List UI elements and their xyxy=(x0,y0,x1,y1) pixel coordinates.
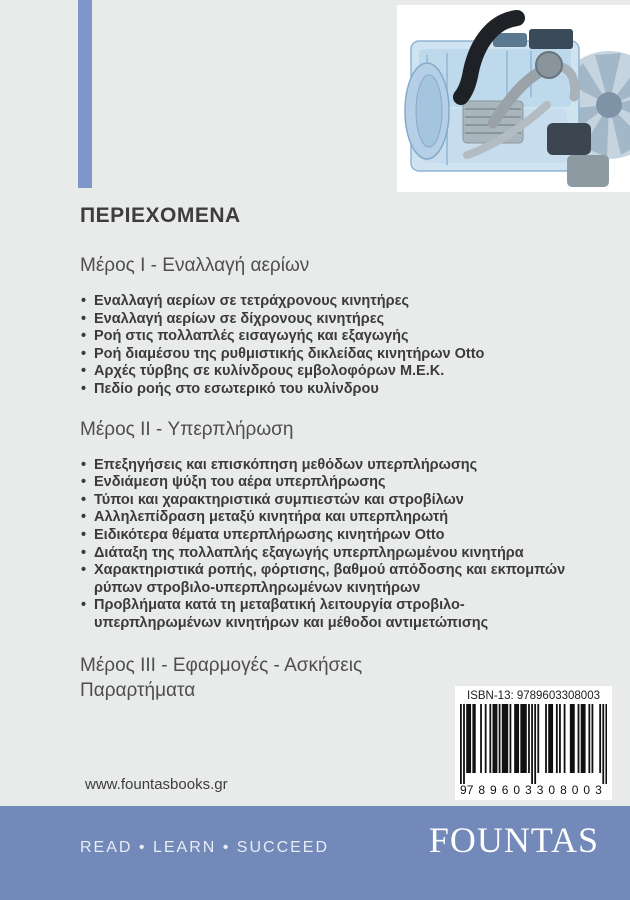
footer-bar xyxy=(0,806,630,900)
toc-item: • Πεδίο ροής στο εσωτερικό του κυλίνδρου xyxy=(81,380,379,397)
isbn-barcode-block xyxy=(455,686,612,800)
bullet-icon: • xyxy=(81,544,87,561)
toc-item: • Εναλλαγή αερίων σε τετράχρονους κινητήρες xyxy=(81,293,409,309)
bullet-icon: • xyxy=(81,456,87,473)
flywheel xyxy=(405,63,449,159)
turbocharger xyxy=(536,52,562,78)
barcode xyxy=(460,704,607,784)
isbn-label: ISBN-13: 9789603308003 xyxy=(467,690,600,702)
bullet-icon: • xyxy=(81,293,87,309)
toc-item: • Επεξηγήσεις και επισκόπηση μεθόδων υπερπλήρωσης xyxy=(81,456,478,473)
bullet-icon: • xyxy=(81,310,87,327)
toc-item: • Τύποι και χαρακτηριστικά συμπιεστών και στροβίλων xyxy=(81,491,464,508)
toc-item: • Αρχές τύρβης σε κυλίνδρους εμβολοφόρων Μ.Ε.Κ. xyxy=(81,363,445,380)
publisher-website: www.fountasbooks.gr xyxy=(85,776,228,793)
publisher-wordmark: FOUNTAS xyxy=(428,820,599,860)
toc-item: • Προβλήματα κατά τη μεταβατική λειτουργία στροβιλο-υπερπληρωμένων κινητήρων και μέθοδοι αντιμετώπισης xyxy=(81,597,489,631)
toc-item: • Χαρακτηριστικά ροπής, φόρτισης, βαθμού απόδοσης και εκπομπών ρύπων στροβιλο-υπερπληρωμένων κινητήρων xyxy=(81,562,566,596)
toc-item: • Ροή διαμέσου της ρυθμιστικής δικλείδας κινητήρων Otto xyxy=(81,345,485,362)
bullet-icon: • xyxy=(81,363,87,380)
table-of-contents xyxy=(80,204,586,703)
oil-filter xyxy=(567,155,609,187)
toc-item: • Ειδικότερα θέματα υπερπλήρωσης κινητήρων Otto xyxy=(81,526,445,543)
toc-item: • Εναλλαγή αερίων σε δίχρονους κινητήρες xyxy=(81,310,385,327)
bullet-icon: • xyxy=(81,562,87,579)
section-heading-part2: Μέρος II - Υπερπλήρωση xyxy=(80,418,294,440)
bullet-icon: • xyxy=(81,509,87,526)
section-heading-part1: Μέρος I - Εναλλαγή αερίων xyxy=(80,255,310,276)
left-accent-stripe xyxy=(78,0,92,188)
section-heading-part3: Μέρος III - Εφαρμογές - Ασκήσεις xyxy=(80,654,363,676)
bullet-icon: • xyxy=(81,345,87,362)
toc-item: • Διάταξη της πολλαπλής εξαγωγής υπερπληρωμένου κινητήρα xyxy=(81,544,524,561)
page-title: ΠΕΡΙΕΧΟΜΕΝΑ xyxy=(80,204,241,227)
appendices-heading: Παραρτήματα xyxy=(80,679,196,701)
bullet-icon: • xyxy=(81,380,87,397)
bullet-icon: • xyxy=(81,526,87,543)
engine-illustration xyxy=(397,5,630,192)
toc-item: • Ροή στις πολλαπλές εισαγωγής και εξαγωγής xyxy=(81,328,409,345)
bullet-icon: • xyxy=(81,491,87,508)
toc-list-part2 xyxy=(80,457,586,633)
toc-list-part1 xyxy=(80,293,586,399)
barcode-digits: 9 789603 308003 xyxy=(460,783,607,797)
footer-tagline: READ • LEARN • SUCCEED xyxy=(80,839,330,856)
engine-image xyxy=(397,5,630,192)
bullet-icon: • xyxy=(81,328,87,345)
bullet-icon: • xyxy=(81,474,87,491)
bullet-icon: • xyxy=(81,597,87,614)
toc-item: • Αλληλεπίδραση μεταξύ κινητήρα και υπερπληρωτή xyxy=(81,509,449,526)
starter-unit xyxy=(547,123,591,155)
toc-item: • Ενδιάμεση ψύξη του αέρα υπερπλήρωσης xyxy=(81,474,386,491)
